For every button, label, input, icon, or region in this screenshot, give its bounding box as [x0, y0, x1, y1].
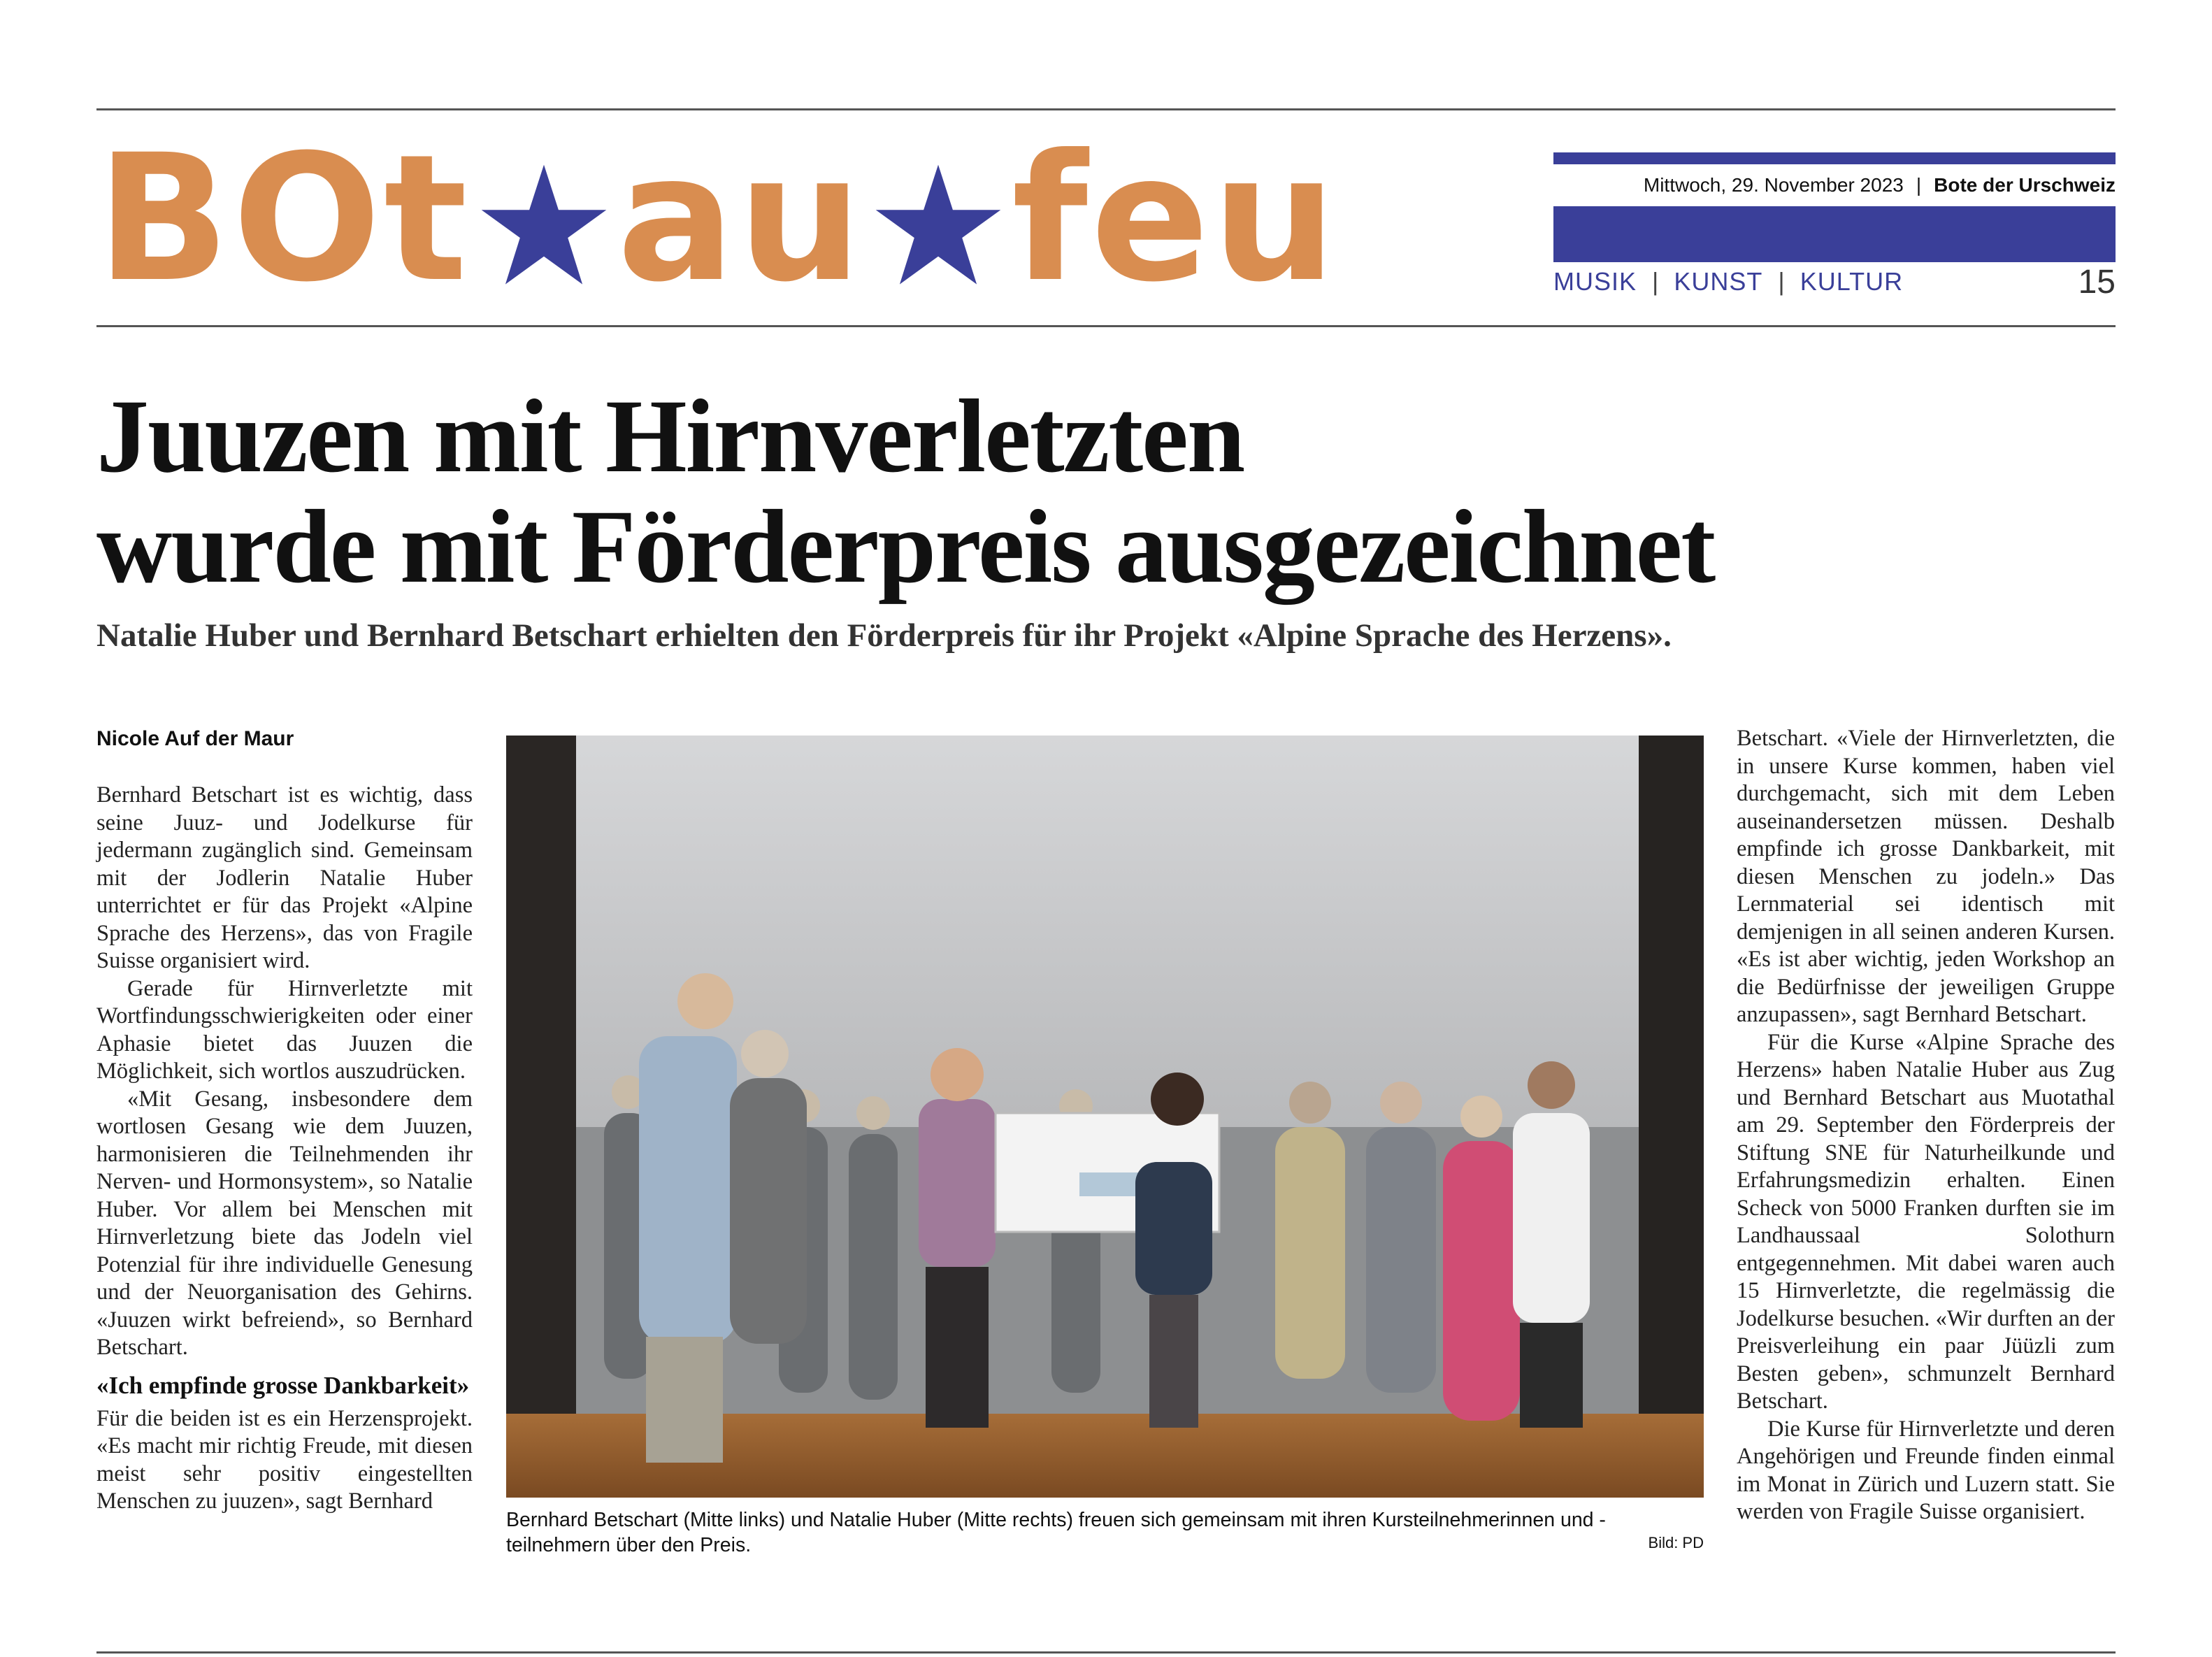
column-left — [96, 782, 473, 1516]
photo-caption: Bernhard Betschart (Mitte links) und Natalie Huber (Mitte rechts) freuen sich gemeinsam mit ihren Kursteilnehmerinnen und -teilnehmern über den Preis. — [506, 1509, 1606, 1556]
article-headline — [96, 378, 2116, 605]
section-musik: MUSIK — [1553, 267, 1637, 296]
headline-line-1: Juuzen mit Hirnverletzten — [96, 378, 1244, 494]
info-bar-top — [1553, 152, 2116, 164]
date-separator: | — [1916, 174, 1922, 196]
star-icon — [872, 159, 1005, 292]
date-line — [1553, 164, 2116, 206]
subheading: «Ich empfinde grosse Dankbarkeit» — [96, 1371, 470, 1399]
masthead-logo — [96, 116, 1340, 320]
headline-line-2: wurde mit Förderpreis ausgezeichnet — [96, 489, 1715, 605]
section-nav — [1553, 264, 2116, 299]
article-photo — [506, 736, 1704, 1498]
paragraph: Für die beiden ist es ein Herzensprojekt. «Es macht mir richtig Freude, mit diesen meist sehr positiv eingestellten Menschen zu juuzen», sagt Bernhard — [96, 1405, 473, 1514]
section-divider: | — [1652, 267, 1659, 296]
paragraph: Bernhard Betschart ist es wichtig, dass seine Juuz- und Jodelkurse für jedermann zugänglich sind. Gemeinsam mit der Jodlerin Natalie Huber unterrichtet er für das Projekt «Alpine Sprache des Herzens», das von Fragile Suisse organisiert wird. — [96, 782, 473, 973]
bottom-rule — [96, 1651, 2116, 1654]
paragraph: Betschart. «Viele der Hirnverletzten, die in unsere Kurse kommen, haben viel durchgemacht, sich mit dem Leben auseinandersetzen müssen. Deshalb empfinde ich grosse Dankbarkeit, mit diesen Menschen zu jodeln.» Das Lernmaterial sei identisch mit demjenigen in all seinen anderen Kursen. «Es ist aber wichtig, jeden Workshop an die Bedürfnisse der jeweiligen Gruppe anzupassen», sagt Bernhard Betschart. — [1737, 726, 2115, 1027]
logo-word-2: au — [617, 116, 866, 320]
star-icon — [477, 159, 610, 292]
logo-word-3: feu — [1012, 116, 1340, 320]
info-bar-middle — [1553, 206, 2116, 262]
logo-word-1: BOt — [96, 116, 471, 320]
paragraph: Die Kurse für Hirnverletzte und deren Angehörigen und Freunde finden einmal im Monat in Zürich und Luzern statt. Sie werden von Fragile Suisse organisiert. — [1737, 1416, 2115, 1524]
masthead-rule — [96, 325, 2116, 327]
byline: Nicole Auf der Maur — [96, 727, 294, 750]
page-number: 15 — [2078, 263, 2116, 301]
article-dek: Natalie Huber und Bernhard Betschart erhielten den Förderpreis für ihr Projekt «Alpine Sprache des Herzens». — [96, 617, 1672, 654]
photo-credit: Bild: PD — [1648, 1534, 1704, 1551]
paragraph: Für die Kurse «Alpine Sprache des Herzens» haben Natalie Huber aus Zug und Bernhard Betschart aus Muotathal am 29. September den Förderpreis der Stiftung SNE für Naturheilkunde und Erfahrungsmedizin erhalten. Einen Scheck von 5000 Franken durften sie im Landhaussaal Solothurn entgegennehmen. Mit dabei waren auch 15 Hirnverletzte, die regelmässig die Jodelkurse besuchen. «Wir durften an der Preisverleihung ein paar Jüüzli zum Besten geben», schmunzelt Bernhard Betschart. — [1737, 1029, 2115, 1414]
paragraph: Gerade für Hirnverletzte mit Wortfindungsschwierigkeiten oder einer Aphasie bietet das Juuzen die Möglichkeit, sich wortlos auszudrücken. — [96, 975, 473, 1084]
top-rule — [96, 108, 2116, 110]
section-kunst: KUNST — [1674, 267, 1763, 296]
paragraph: «Mit Gesang, insbesondere dem wortlosen Gesang wie dem Juuzen, harmonisieren die Teilnehmenden ihr Nerven- und Hormonsystem», so Natalie Huber. Vor allem bei Menschen mit Hirnverletzung biete das Jodeln viel Potenzial für ihre individuelle Genesung und der Neuorganisation des Gehirns. «Juuzen wirkt befreiend», so Bernhard Betschart. — [96, 1086, 473, 1360]
award-ceremony-photo — [506, 736, 1704, 1498]
issue-date: Mittwoch, 29. November 2023 — [1643, 174, 1904, 196]
publication-name: Bote der Urschweiz — [1934, 174, 2116, 196]
issue-info-box — [1553, 152, 2116, 301]
section-divider: | — [1778, 267, 1785, 296]
section-kultur: KULTUR — [1800, 267, 1904, 296]
column-right — [1737, 725, 2115, 1526]
